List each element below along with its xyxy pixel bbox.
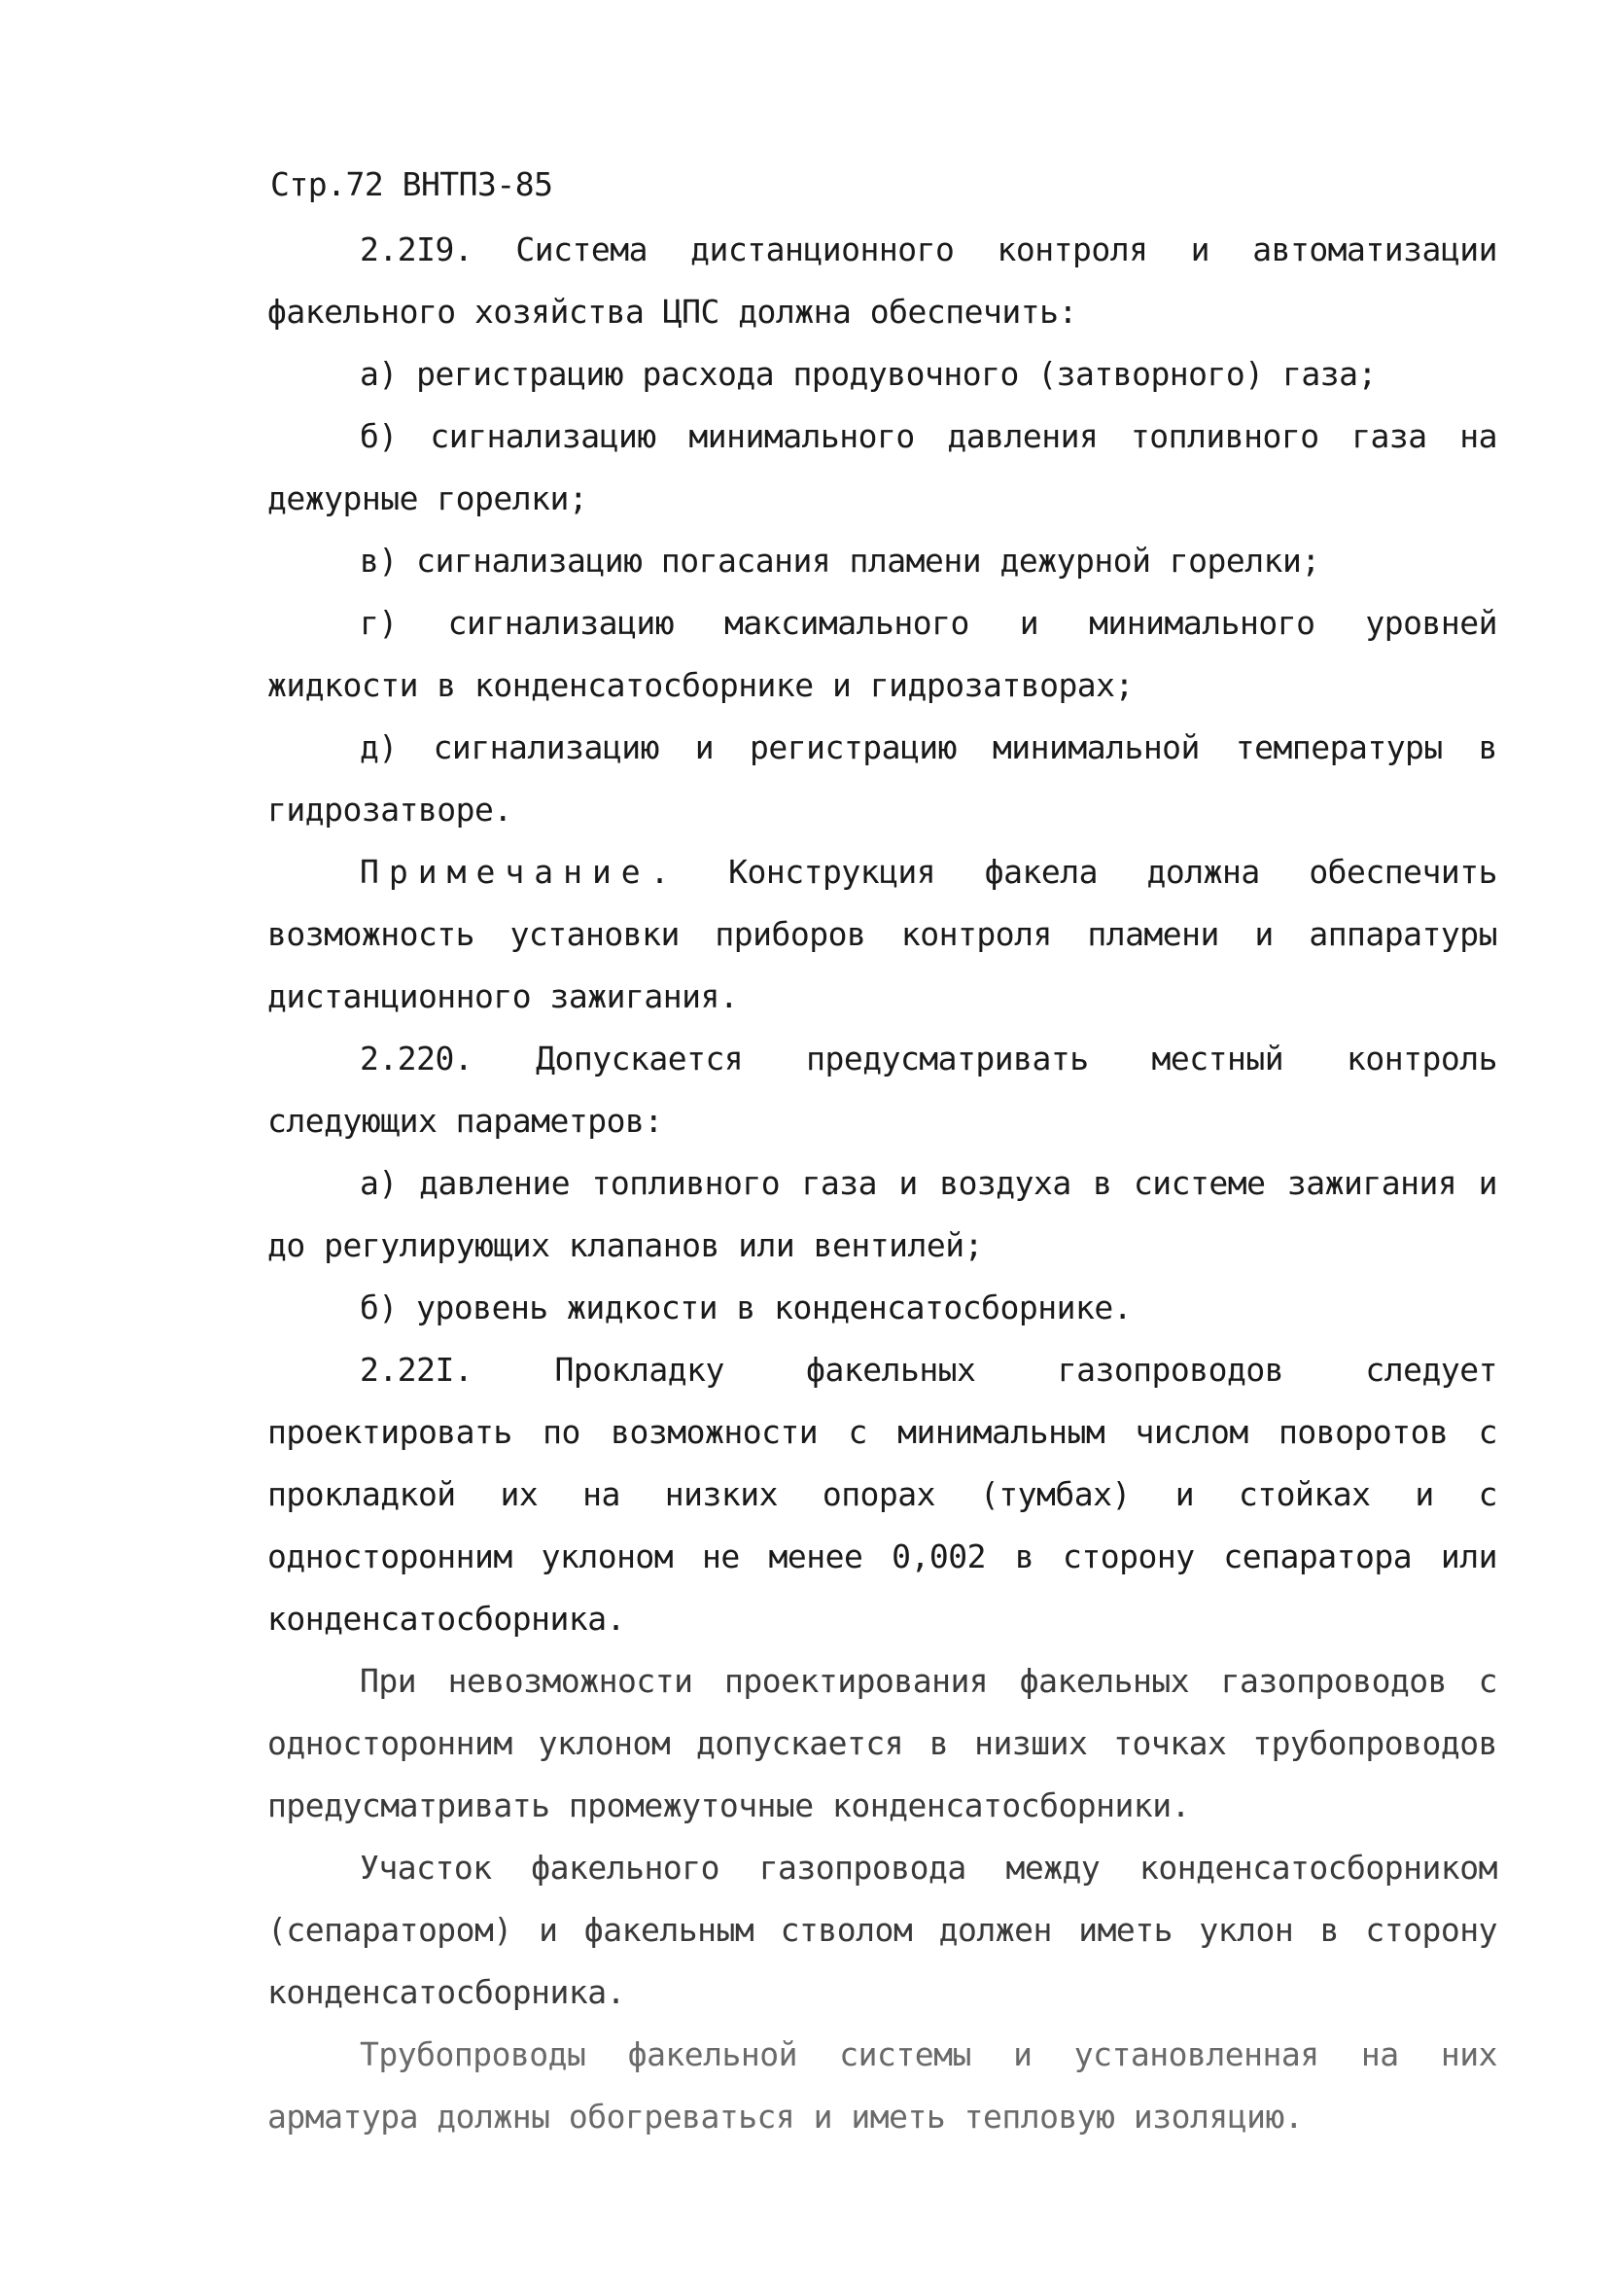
paragraph-2-219-d: д) сигнализацию и регистрацию минимальной температуры в гидрозатворе. [267, 728, 1497, 829]
paragraph-2-219-v: в) сигнализацию погасания пламени дежурной горелки; [360, 542, 1320, 580]
paragraph-2-219-a: а) регистрацию расхода продувочного (затворного) газа; [360, 355, 1377, 393]
paragraph-2-221-d: Трубопроводы факельной системы и установленная на них арматура должны обогреваться и иметь тепловую изоляцию. [267, 2035, 1497, 2136]
paragraph-2-219: 2.2I9. Система дистанционного контроля и автоматизации факельного хозяйства ЦПС должна обеспечить: [267, 230, 1497, 331]
paragraph-2-220: 2.220. Допускается предусматривать местный контроль следующих параметров: [267, 1040, 1497, 1140]
paragraph-2-220-a: а) давление топливного газа и воздуха в системе зажигания и до регулирующих клапанов или вентилей; [267, 1164, 1497, 1264]
paragraph-2-219-b: б) сигнализацию минимального давления топливного газа на дежурные горелки; [267, 417, 1497, 517]
note-paragraph [267, 841, 1497, 1028]
page-header: Стр.72 ВНТПЗ-85 [270, 165, 553, 203]
paragraph-2-219-g: г) сигнализацию максимального и минимального уровней жидкости в конденсатосборнике и гидрозатворах; [267, 604, 1497, 704]
note-text: Конструкция факела должна обеспечить возможность установки приборов контроля пламени и аппаратуры дистанционного зажигания. [267, 853, 1497, 1015]
paragraph-2-221-b: При невозможности проектирования факельных газопроводов с односторонним уклоном допускается в низших точках трубопроводов предусматривать промежуточные конденсатосборники. [267, 1662, 1497, 1824]
note-label: Примечание. [360, 853, 680, 891]
paragraph-2-220-b: б) уровень жидкости в конденсатосборнике. [360, 1289, 1133, 1326]
document-body [267, 219, 1497, 2148]
paragraph-2-221-c: Участок факельного газопровода между конденсатосборником (сепаратором) и факельным стволом должен иметь уклон в сторону конденсатосборника. [267, 1849, 1497, 2011]
paragraph-2-221: 2.22I. Прокладку факельных газопроводов следует проектировать по возможности с минимальным числом поворотов с прокладкой их на низких опорах (тумбах) и стойках и с односторонним уклоном не менее 0,002 в сторону сепаратора или конденсатосборника. [267, 1351, 1497, 1638]
